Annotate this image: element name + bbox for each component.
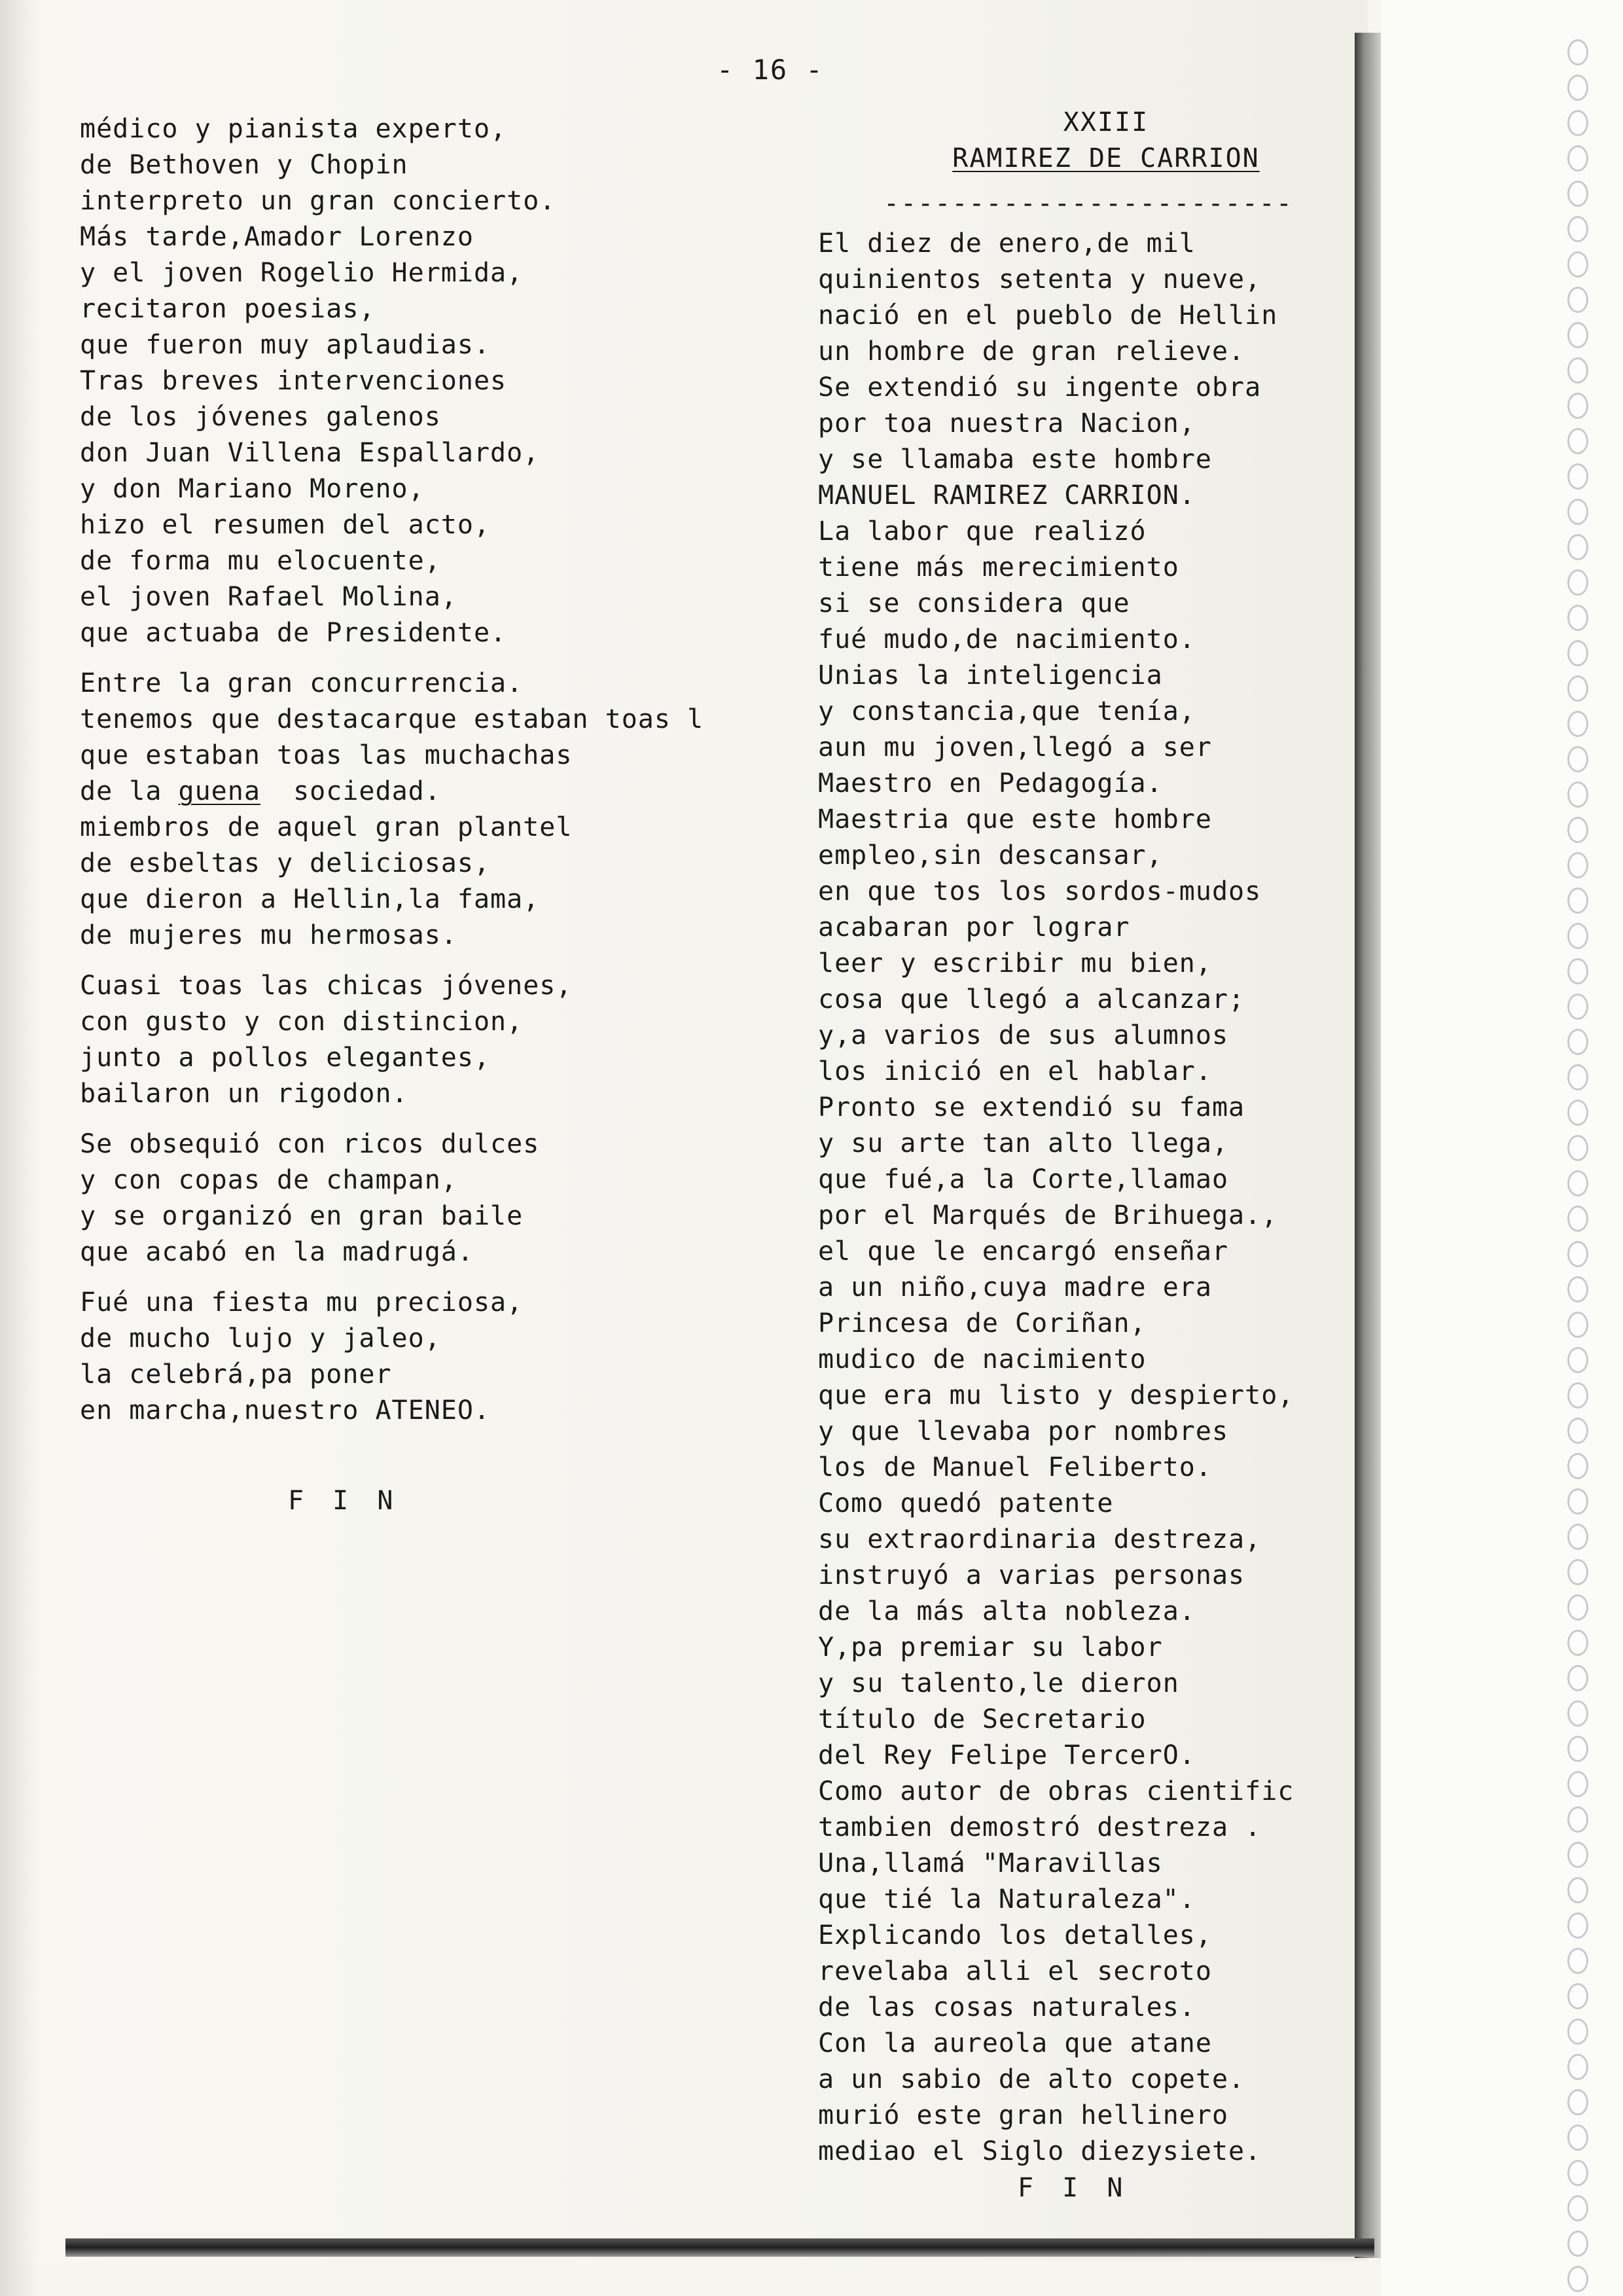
poem-line: de las cosas naturales. xyxy=(818,1992,1196,2022)
poem-line: del Rey Felipe TercerO. xyxy=(818,1740,1196,1770)
poem-line: que dieron a Hellin,la fama, xyxy=(80,884,540,914)
poem-line: por el Marqués de Brihuega., xyxy=(818,1200,1278,1230)
binder-hole xyxy=(1567,1559,1588,1585)
binder-hole xyxy=(1567,1524,1588,1550)
poem-line: bailaron un rigodon. xyxy=(80,1079,408,1109)
section-number: XXIII xyxy=(1063,107,1149,137)
binder-hole xyxy=(1567,2089,1588,2115)
binder-hole xyxy=(1567,569,1588,596)
poem-line: revelaba alli el secroto xyxy=(818,1956,1212,1986)
binder-hole xyxy=(1567,181,1588,207)
poem-line: Como quedó patente xyxy=(818,1488,1114,1518)
poem-line: y,a varios de sus alumnos xyxy=(818,1020,1229,1050)
poem-line: leer y escribir mu bien, xyxy=(818,948,1212,978)
binder-hole xyxy=(1567,1488,1588,1515)
poem-line: y su talento,le dieron xyxy=(818,1668,1179,1698)
poem-line: nació en el pueblo de Hellin xyxy=(818,300,1278,331)
poem-line: Cuasi toas las chicas jóvenes, xyxy=(80,971,573,1001)
poem-line: los de Manuel Feliberto. xyxy=(818,1452,1212,1482)
heading-separator: ------------------------ xyxy=(883,188,1293,219)
poem-line: de los jóvenes galenos xyxy=(80,402,441,432)
binder-hole xyxy=(1567,675,1588,702)
poem-line: la celebrá,pa poner xyxy=(80,1359,392,1390)
poem-line: y se llamaba este hombre xyxy=(818,444,1212,475)
binder-hole xyxy=(1567,746,1588,772)
binder-hole xyxy=(1567,1948,1588,1974)
binder-hole xyxy=(1567,2125,1588,2151)
poem-line: que estaban toas las muchachas xyxy=(80,740,573,770)
poem-line: Y,pa premiar su labor xyxy=(818,1632,1163,1662)
binder-hole xyxy=(1567,1877,1588,1903)
binder-hole xyxy=(1567,1241,1588,1267)
poem-line: de mujeres mu hermosas. xyxy=(80,920,457,950)
poem-line: Entre la gran concurrencia. xyxy=(80,668,524,698)
binder-hole xyxy=(1567,75,1588,101)
poem-line: hizo el resumen del acto, xyxy=(80,510,491,540)
binder-hole xyxy=(1567,357,1588,384)
poem-line: de la guena sociedad. xyxy=(80,776,441,806)
right-column-end-mark: F I N xyxy=(1018,2173,1130,2203)
poem-line: Se extendió su ingente obra xyxy=(818,372,1262,403)
poem-line: el joven Rafael Molina, xyxy=(80,582,457,612)
poem-line: que era mu listo y despierto, xyxy=(818,1380,1294,1410)
poem-line: Tras breves intervenciones xyxy=(80,366,507,396)
stanza-gap xyxy=(80,1270,682,1285)
poem-line: médico y pianista experto, xyxy=(80,114,507,144)
poem-line: en que tos los sordos-mudos xyxy=(818,876,1262,906)
poem-line: quinientos setenta y nueve, xyxy=(818,264,1262,295)
binder-hole xyxy=(1567,39,1588,65)
binder-hole xyxy=(1567,958,1588,984)
poem-line: a un sabio de alto copete. xyxy=(818,2064,1245,2094)
binder-hole xyxy=(1567,1382,1588,1408)
binder-hole xyxy=(1567,1347,1588,1373)
binder-hole xyxy=(1567,1983,1588,2009)
binder-hole xyxy=(1567,2054,1588,2080)
poem-line: tiene más merecimiento xyxy=(818,552,1179,583)
poem-line: mediao el Siglo diezysiete. xyxy=(818,2136,1262,2166)
poem-line: un hombre de gran relieve. xyxy=(818,336,1245,367)
poem-line: que fueron muy aplaudias. xyxy=(80,330,491,360)
poem-line: murió este gran hellinero xyxy=(818,2100,1229,2130)
page-shadow xyxy=(0,0,39,2296)
binder-hole xyxy=(1567,428,1588,454)
poem-line: y don Mariano Moreno, xyxy=(80,474,425,504)
poem-line: en marcha,nuestro ATENEO. xyxy=(80,1395,491,1426)
poem-line: los inició en el hablar. xyxy=(818,1056,1212,1086)
poem-line: Maestria que este hombre xyxy=(818,804,1212,834)
poem-line: Con la aureola que atane xyxy=(818,2028,1212,2058)
poem-line: por toa nuestra Nacion, xyxy=(818,408,1196,439)
poem-line: mudico de nacimiento xyxy=(818,1344,1147,1374)
poem-line: tambien demostró destreza . xyxy=(818,1812,1262,1842)
poem-line: y el joven Rogelio Hermida, xyxy=(80,258,524,288)
stanza-gap xyxy=(80,1112,682,1126)
poem-line: cosa que llegó a alcanzar; xyxy=(818,984,1245,1014)
poem-line: Se obsequió con ricos dulces xyxy=(80,1129,540,1159)
binder-hole xyxy=(1567,1135,1588,1161)
page-bottom-edge xyxy=(65,2238,1374,2257)
binder-hole xyxy=(1567,1771,1588,1797)
poem-line: de Bethoven y Chopin xyxy=(80,150,408,180)
poem-line: acabaran por lograr xyxy=(818,912,1130,942)
poem-line: miembros de aquel gran plantel xyxy=(80,812,573,842)
poem-line: su extraordinaria destreza, xyxy=(818,1524,1262,1554)
binder-hole xyxy=(1567,463,1588,490)
poem-line: de forma mu elocuente, xyxy=(80,546,441,576)
binder-hole xyxy=(1567,852,1588,878)
binder-hole xyxy=(1567,1736,1588,1762)
binder-hole xyxy=(1567,1170,1588,1196)
poem-line: de la más alta nobleza. xyxy=(818,1596,1196,1626)
binder-hole xyxy=(1567,216,1588,242)
poem-line: Maestro en Pedagogía. xyxy=(818,768,1163,798)
binder-hole xyxy=(1567,1206,1588,1232)
left-column-end-mark: F I N xyxy=(288,1486,400,1516)
binder-hole xyxy=(1567,1100,1588,1126)
binder-hole xyxy=(1567,888,1588,914)
binder-hole xyxy=(1567,2018,1588,2045)
poem-line: Más tarde,Amador Lorenzo xyxy=(80,222,474,252)
poem-line: si se considera que xyxy=(818,588,1130,619)
poem-line: don Juan Villena Espallardo, xyxy=(80,438,540,468)
poem-line: y su arte tan alto llega, xyxy=(818,1128,1229,1158)
binder-hole xyxy=(1567,287,1588,313)
binder-hole xyxy=(1567,994,1588,1020)
poem-line: Una,llamá "Maravillas xyxy=(818,1848,1163,1878)
poem-line: y constancia,que tenía, xyxy=(818,696,1196,726)
binder-hole xyxy=(1567,1453,1588,1479)
binder-hole xyxy=(1567,251,1588,278)
poem-line: empleo,sin descansar, xyxy=(818,840,1163,870)
binder-hole xyxy=(1567,923,1588,949)
binder-hole xyxy=(1567,499,1588,525)
binder-hole xyxy=(1567,1700,1588,1727)
binder-hole xyxy=(1567,1630,1588,1656)
binder-hole xyxy=(1567,817,1588,843)
binder-hole xyxy=(1567,1064,1588,1090)
poem-line: Explicando los detalles, xyxy=(818,1920,1212,1950)
poem-line: y con copas de champan, xyxy=(80,1165,457,1195)
binder-hole xyxy=(1567,2195,1588,2221)
poem-line: El diez de enero,de mil xyxy=(818,228,1196,259)
poem-line: aun mu joven,llegó a ser xyxy=(818,732,1212,762)
binder-hole xyxy=(1567,534,1588,560)
binder-hole xyxy=(1567,640,1588,666)
binder-hole xyxy=(1567,322,1588,348)
binder-hole xyxy=(1567,1276,1588,1302)
poem-line: Pronto se extendió su fama xyxy=(818,1092,1245,1122)
stanza-gap xyxy=(80,954,682,968)
poem-line: tenemos que destacarque estaban toas l xyxy=(80,704,704,734)
left-column-poem xyxy=(80,111,704,1429)
binder-hole xyxy=(1567,1912,1588,1939)
poem-line: el que le encargó enseñar xyxy=(818,1236,1229,1266)
poem-line: MANUEL RAMIREZ CARRION. xyxy=(818,480,1196,511)
poem-line: de mucho lujo y jaleo, xyxy=(80,1323,441,1354)
poem-line: de esbeltas y deliciosas, xyxy=(80,848,491,878)
poem-line: y se organizó en gran baile xyxy=(80,1201,524,1231)
poem-line: La labor que realizó xyxy=(818,516,1147,547)
binder-hole xyxy=(1567,2231,1588,2257)
binder-hole xyxy=(1567,393,1588,419)
binder-hole xyxy=(1567,1312,1588,1338)
binder-hole xyxy=(1567,605,1588,631)
poem-line: instruyó a varias personas xyxy=(818,1560,1245,1590)
binder-hole xyxy=(1567,1029,1588,1055)
binder-hole xyxy=(1567,2266,1588,2292)
poem-line: y que llevaba por nombres xyxy=(818,1416,1229,1446)
binder-hole xyxy=(1567,781,1588,808)
binder-hole xyxy=(1567,1594,1588,1621)
poem-line: que acabó en la madrugá. xyxy=(80,1237,474,1267)
poem-line: Fué una fiesta mu preciosa, xyxy=(80,1287,524,1318)
poem-line: que actuaba de Presidente. xyxy=(80,618,507,648)
poem-line: Princesa de Coriñan, xyxy=(818,1308,1147,1338)
binder-hole xyxy=(1567,1806,1588,1833)
stanza-gap xyxy=(80,651,682,666)
poem-line: a un niño,cuya madre era xyxy=(818,1272,1212,1302)
poem-line: título de Secretario xyxy=(818,1704,1147,1734)
poem-line: recitaron poesias, xyxy=(80,294,376,324)
poem-line: que fué,a la Corte,llamao xyxy=(818,1164,1229,1194)
poem-line: Como autor de obras cientific xyxy=(818,1776,1294,1806)
poem-line: que tié la Naturaleza". xyxy=(818,1884,1196,1914)
binder-hole xyxy=(1567,1418,1588,1444)
poem-line: con gusto y con distincion, xyxy=(80,1007,524,1037)
binder-hole xyxy=(1567,110,1588,136)
underlined-word: guena xyxy=(178,776,260,806)
poem-line: interpreto un gran concierto. xyxy=(80,186,556,216)
section-title: RAMIREZ DE CARRION xyxy=(952,143,1260,173)
poem-line: fué mudo,de nacimiento. xyxy=(818,624,1196,655)
binder-hole xyxy=(1567,711,1588,737)
binder-hole xyxy=(1567,1842,1588,1868)
binder-hole xyxy=(1567,145,1588,171)
poem-line: junto a pollos elegantes, xyxy=(80,1043,491,1073)
page-number: - 16 - xyxy=(717,54,824,86)
binder-hole xyxy=(1567,1665,1588,1691)
poem-line: Unias la inteligencia xyxy=(818,660,1163,691)
binder-hole xyxy=(1567,2160,1588,2186)
right-column-poem xyxy=(818,226,1361,2170)
section-heading xyxy=(877,105,1335,177)
